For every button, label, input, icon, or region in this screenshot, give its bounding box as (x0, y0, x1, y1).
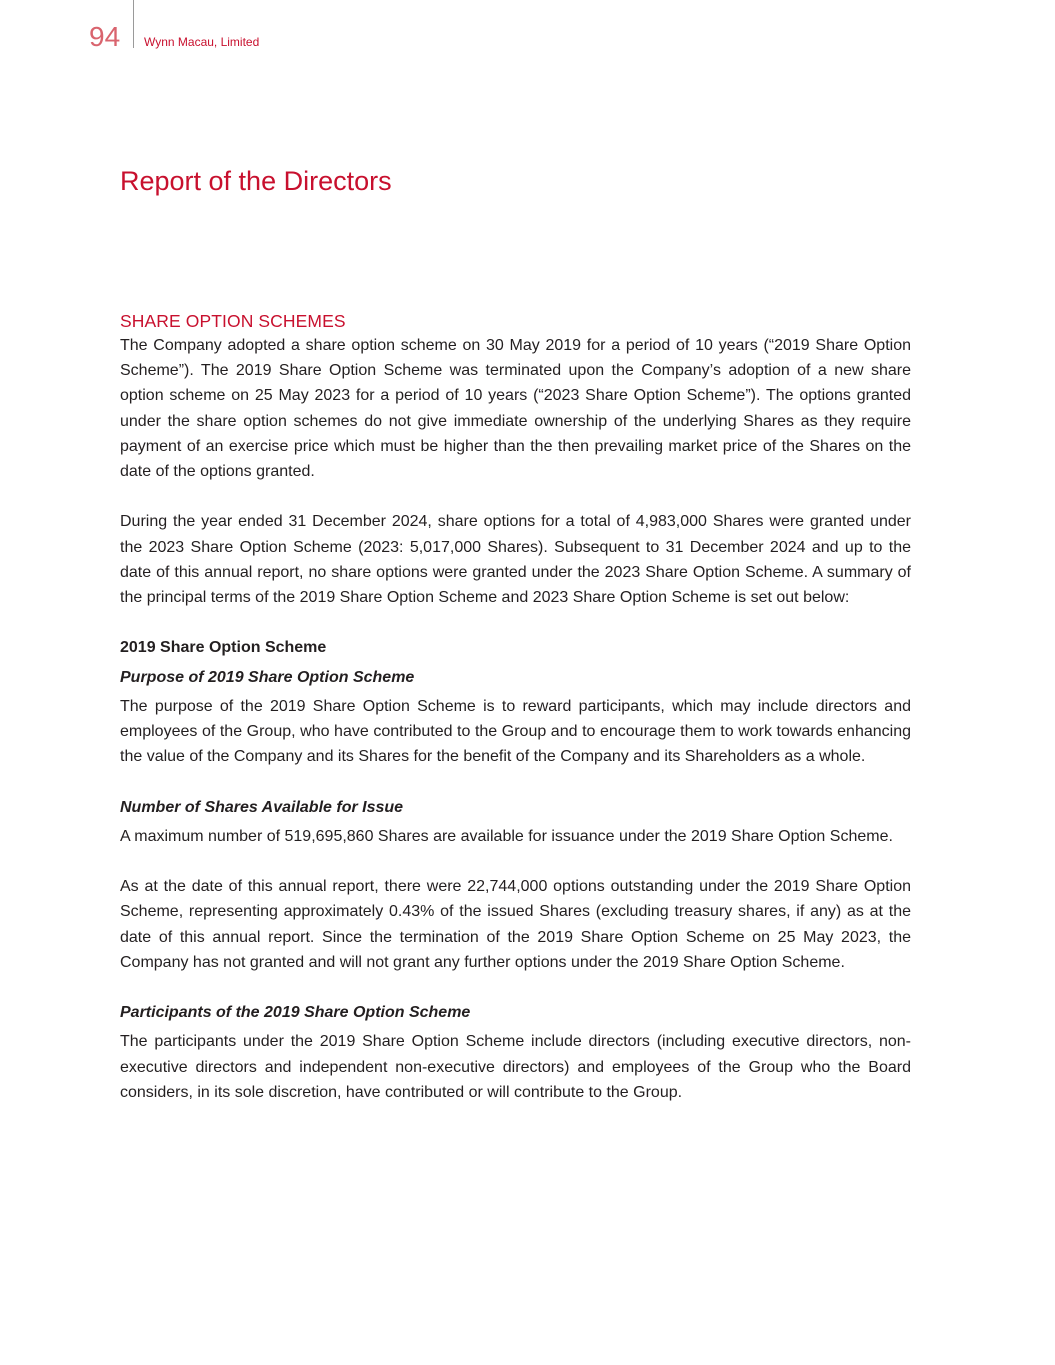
max-shares-paragraph: A maximum number of 519,695,860 Shares are available for issuance under the 2019 Share Option Scheme. (120, 827, 893, 845)
header-divider (133, 0, 134, 48)
section-title: SHARE OPTION SCHEMES (120, 311, 346, 331)
spacer (120, 484, 911, 509)
spacer (120, 769, 911, 794)
page-title: Report of the Directors (120, 166, 392, 196)
main-content (120, 309, 911, 1105)
participants-paragraph: The participants under the 2019 Share Option Scheme include directors (including executive directors, non-executive directors and independent non-executive directors) and employees of the Group who the Board considers, in its sole discretion, have contributed or will contribute to the Group. (120, 1033, 911, 1101)
purpose-heading: Purpose of 2019 Share Option Scheme (120, 668, 415, 686)
shares-available-heading: Number of Shares Available for Issue (120, 798, 404, 816)
participants-heading: Participants of the 2019 Share Option Scheme (120, 1004, 471, 1022)
grants-paragraph: During the year ended 31 December 2024, share options for a total of 4,983,000 Shares were granted under the 2023 Share Option Scheme (2023: 5,017,000 Shares). Subsequent to 31 December 2024 and up to the date of this annual report, no share options were granted under the 2023 Share Option Scheme. A summary of the principal terms of the 2019 Share Option Scheme and 2023 Share Option Scheme is set out below: (120, 513, 911, 607)
spacer (120, 610, 911, 635)
spacer (120, 849, 911, 874)
intro-paragraph: The Company adopted a share option scheme on 30 May 2019 for a period of 10 years (“2019 Share Option Scheme”). The 2019 Share Option Scheme was terminated upon the Company’s adoption of a new share option scheme on 25 May 2023 for a period of 10 years (“2023 Share Option Scheme”). The options granted under the share option schemes do not give immediate ownership of the underlying Shares as they require payment of an exercise price which must be higher than the then prevailing market price of the Shares on the date of the options granted. (120, 337, 911, 481)
company-name: Wynn Macau, Limited (144, 35, 260, 49)
outstanding-options-paragraph: As at the date of this annual report, there were 22,744,000 options outstanding under the 2019 Share Option Scheme, representing approximately 0.43% of the issued Shares (excluding treasury shares, if any) as at the date of this annual report. Since the termination of the 2019 Share Option Scheme on 25 May 2023, the Company has not granted and will not grant any further options under the 2019 Share Option Scheme. (120, 878, 911, 971)
scheme-2019-heading: 2019 Share Option Scheme (120, 639, 327, 657)
page-number: 94 (89, 21, 121, 52)
purpose-paragraph: The purpose of the 2019 Share Option Scheme is to reward participants, which may include directors and employees of the Group, who have contributed to the Group and to encourage them to work towards enhancing the value of the Company and its Shares for the benefit of the Company and its Shareholders as a whole. (120, 697, 911, 766)
spacer (120, 975, 911, 1000)
